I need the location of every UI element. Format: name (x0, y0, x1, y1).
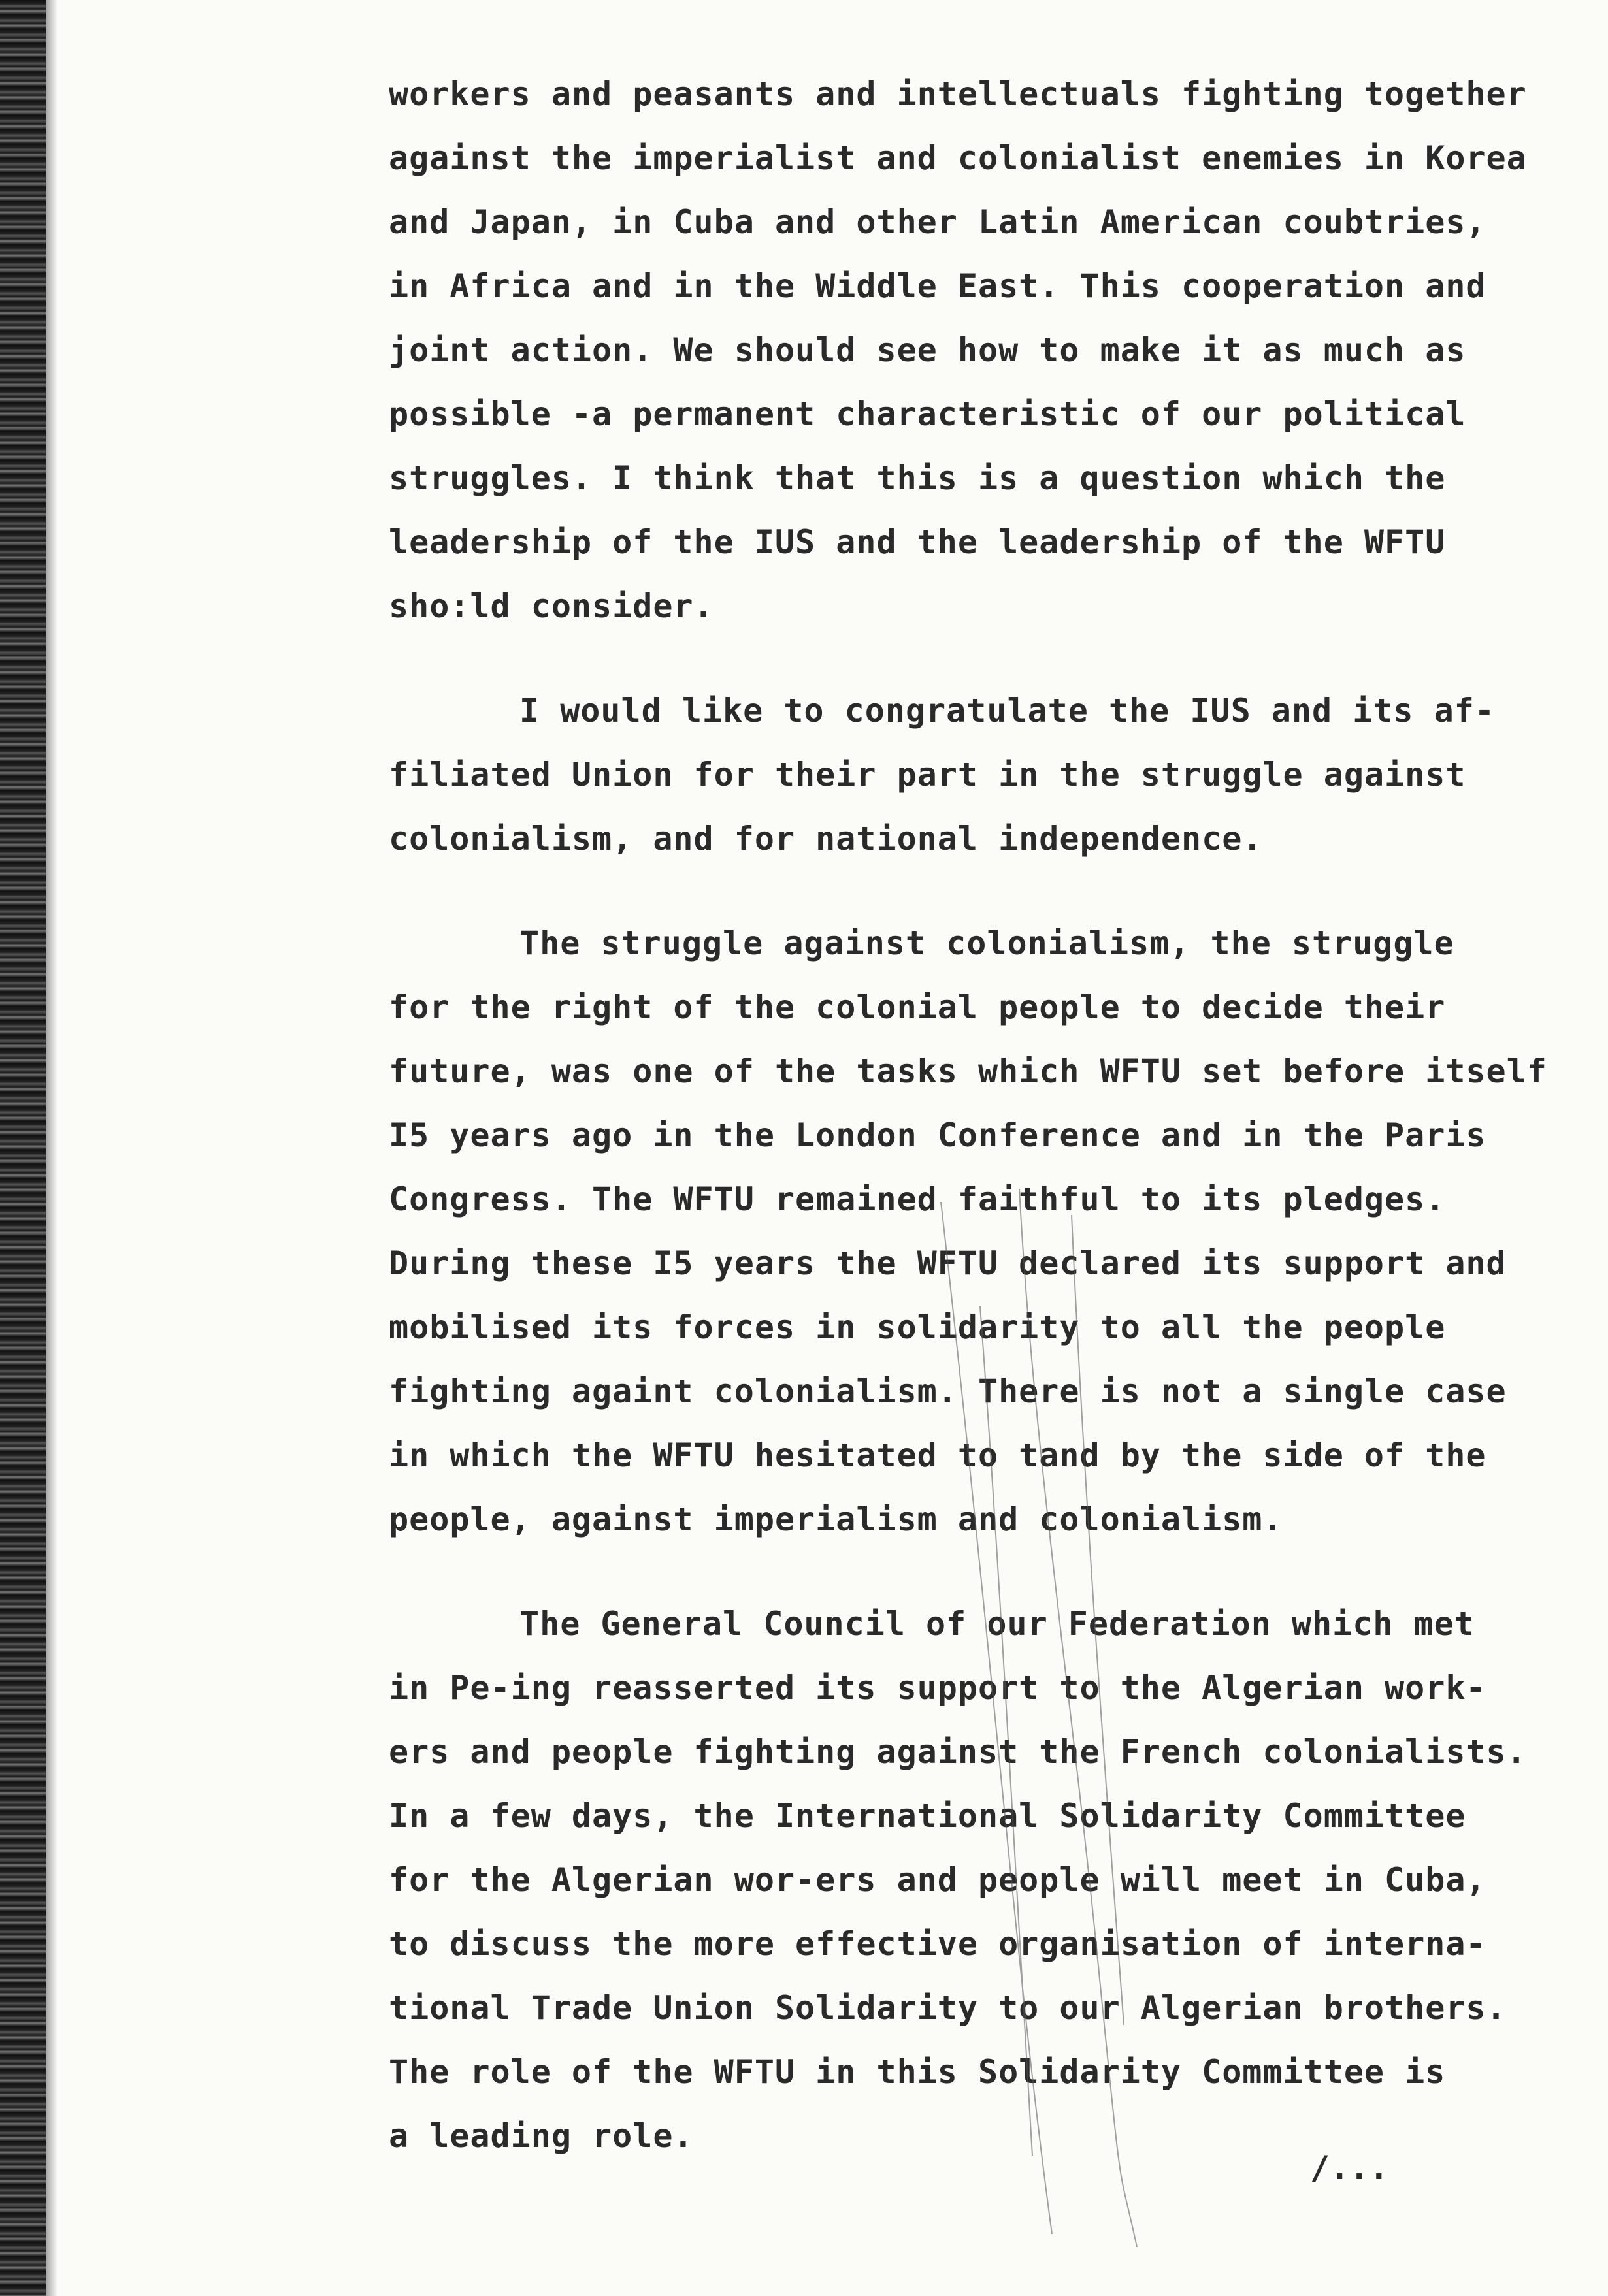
text-line: people, against imperialism and colonialism. (389, 1500, 1283, 1538)
text-line: and Japan, in Cuba and other Latin American coubtries, (389, 203, 1486, 241)
binding-shadow (46, 0, 57, 2296)
text-line: workers and peasants and intellectuals fighting together (389, 75, 1527, 113)
text-line: joint action. We should see how to make it as much as (389, 331, 1466, 369)
text-line: in which the WFTU hesitated to tand by the side of the (389, 1436, 1486, 1474)
text-line: possible -a permanent characteristic of our political (389, 395, 1466, 433)
paragraph-1 (389, 62, 1527, 638)
text-line: ers and people fighting against the French colonialists. (389, 1733, 1527, 1771)
text-line: I5 years ago in the London Conference and in the Paris (389, 1116, 1486, 1154)
text-line: fighting againt colonialism. There is not a single case (389, 1372, 1507, 1410)
paragraph-2 (389, 679, 1519, 871)
text-line: The role of the WFTU in this Solidarity Committee is (389, 2053, 1446, 2091)
text-line: leadership of the IUS and the leadership of the WFTU (389, 523, 1446, 561)
text-line: filiated Union for their part in the struggle against (389, 756, 1466, 794)
paragraph-4 (389, 1592, 1527, 2168)
text-line: colonialism, and for national independence. (389, 820, 1263, 858)
text-line: I would like to congratulate the IUS and its af- (519, 692, 1495, 730)
text-line: In a few days, the International Solidarity Committee (389, 1797, 1466, 1835)
continuation-mark: /... (1310, 2149, 1389, 2187)
text-line: in Pe-ing reasserted its support to the Algerian work- (389, 1669, 1486, 1707)
text-line: The General Council of our Federation which met (519, 1605, 1475, 1643)
text-line: tional Trade Union Solidarity to our Algerian brothers. (389, 1989, 1507, 2027)
text-line: mobilised its forces in solidarity to all the people (389, 1308, 1446, 1346)
text-line: a leading role. (389, 2117, 694, 2155)
text-line: Congress. The WFTU remained faithful to its pledges. (389, 1180, 1446, 1218)
text-line: struggles. I think that this is a question which the (389, 459, 1446, 497)
text-line: for the right of the colonial people to decide their (389, 988, 1446, 1026)
text-line: in Africa and in the Widdle East. This cooperation and (389, 267, 1486, 305)
paragraph-3 (389, 911, 1547, 1551)
document-body (389, 62, 1547, 2208)
text-line: sho:ld consider. (389, 587, 714, 625)
text-line: to discuss the more effective organisation of interna- (389, 1925, 1486, 1963)
text-line: The struggle against colonialism, the struggle (519, 924, 1454, 962)
text-line: future, was one of the tasks which WFTU set before itself (389, 1052, 1547, 1090)
text-line: against the imperialist and colonialist enemies in Korea (389, 139, 1527, 177)
text-line: for the Algerian wor-ers and people will meet in Cuba, (389, 1861, 1486, 1899)
text-line: During these I5 years the WFTU declared its support and (389, 1244, 1507, 1282)
binding-edge (0, 0, 46, 2296)
